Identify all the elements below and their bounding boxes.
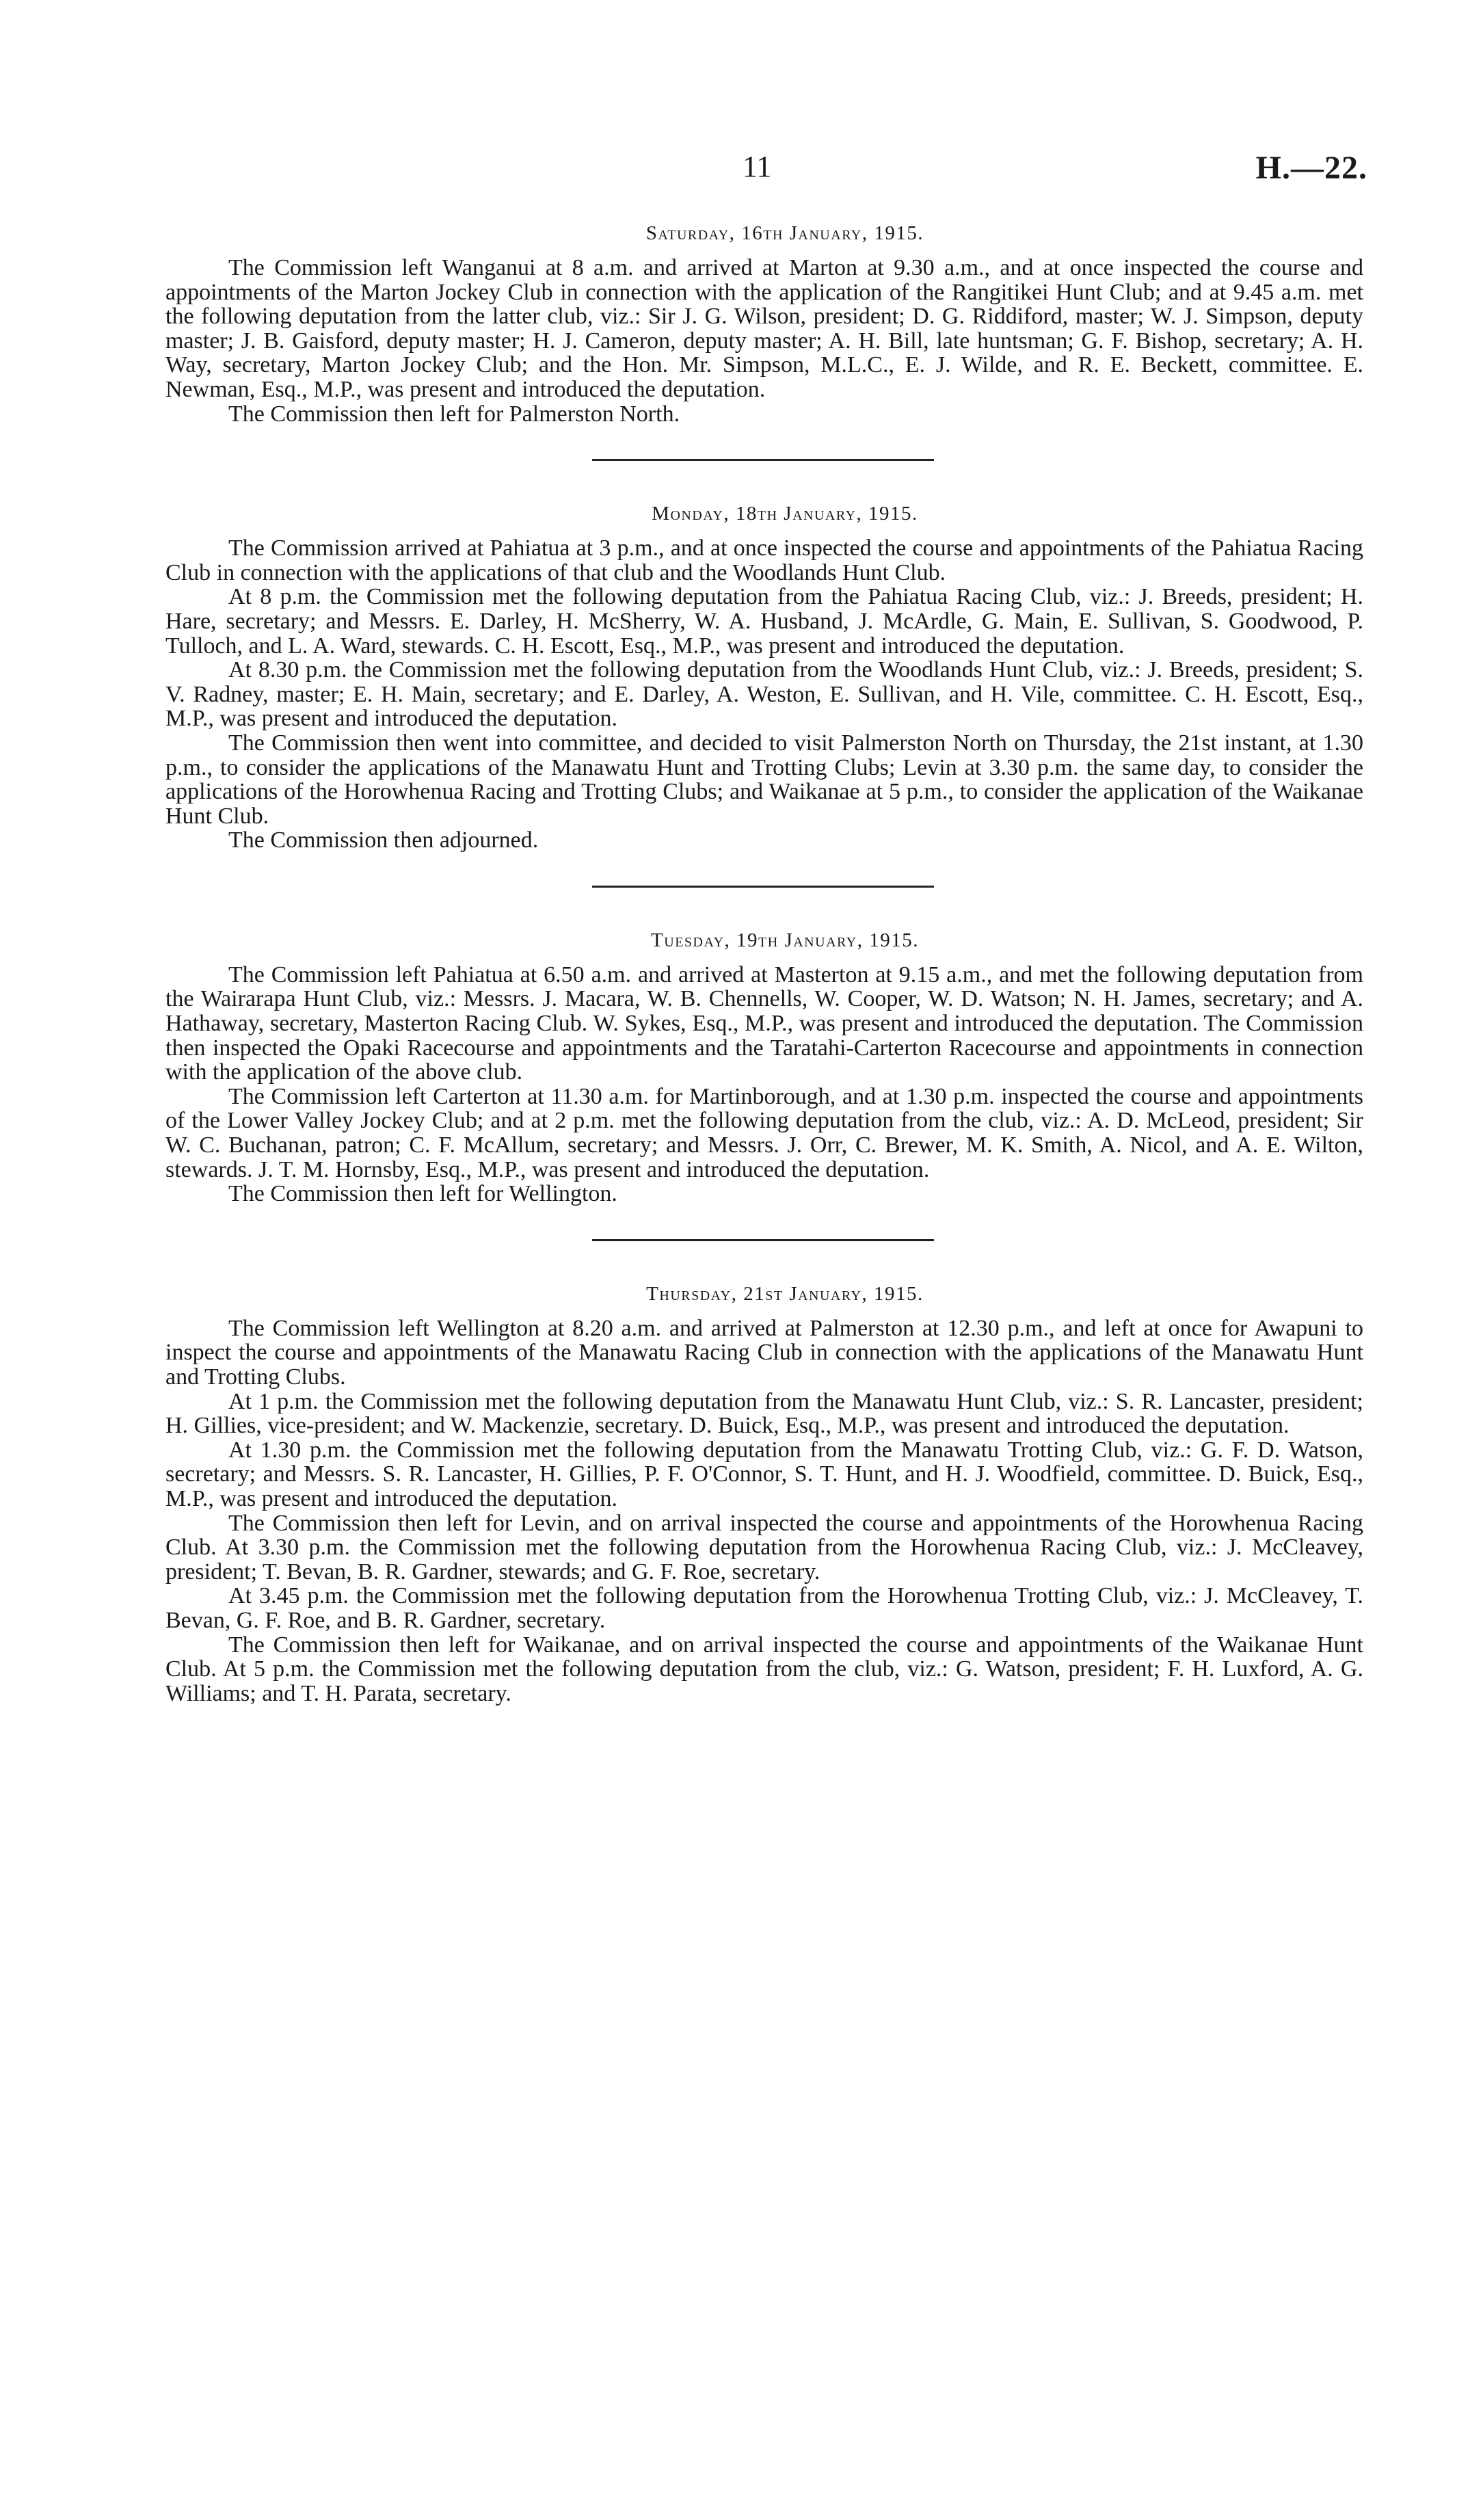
paragraph: At 1 p.m. the Commission met the following deputation from the Manawatu Hunt Club, viz.: S. R. Lancaster, president; H. Gillies, vice-president; and W. Mackenzie, secretary. D. Buick, Esq., M.P., was present and introduced the deputation. <box>165 1388 1363 1439</box>
section-heading: Saturday, 16th January, 1915. <box>645 222 924 244</box>
section-heading: Tuesday, 19th January, 1915. <box>651 929 919 951</box>
section-divider-wrap <box>165 1206 1363 1283</box>
entry-tuesday-19-january <box>165 929 1363 1206</box>
paragraph: At 3.45 p.m. the Commission met the following deputation from the Horowhenua Trotting Club, viz.: J. McCleavey, T. Bevan, G. F. Roe, and B. R. Gardner, secretary. <box>165 1583 1363 1633</box>
entry-thursday-21-january <box>165 1283 1363 1706</box>
paragraph: At 1.30 p.m. the Commission met the following deputation from the Manawatu Trotting Club, viz.: G. F. D. Watson, secretary; and Messrs. S. R. Lancaster, H. Gillies, P. F. O'Connor, S. T. Hunt, and H. J. Woodfield, committee. D. Buick, Esq., M.P., was present and introduced the deputation. <box>165 1437 1363 1511</box>
paragraph: The Commission then adjourned. <box>228 827 539 853</box>
page-header <box>0 149 1470 197</box>
entry-saturday-16-january <box>165 222 1363 426</box>
paragraph: The Commission left Wanganui at 8 a.m. and arrived at Marton at 9.30 a.m., and at once inspected the course and appointments of the Marton Jockey Club in connection with the application of the Rangitikei Hunt Club; and at 9.45 a.m. met the following deputation from the latter club, viz.: Sir J. G. Wilson, president; D. G. Riddiford, master; W. J. Simpson, deputy master; J. B. Gaisford, deputy master; H. J. Cameron, deputy master; A. H. Bill, late huntsman; G. F. Bishop, secretary; A. H. Way, secretary, Marton Jockey Club; and the Hon. Mr. Simpson, M.L.C., E. J. Wilde, and R. E. Beckett, committee. E. Newman, Esq., M.P., was present and introduced the deputation. <box>165 255 1363 402</box>
section-divider <box>592 886 934 888</box>
paragraph: The Commission left Pahiatua at 6.50 a.m. and arrived at Masterton at 9.15 a.m., and met the following deputation from the Wairarapa Hunt Club, viz.: Messrs. J. Macara, W. B. Chennells, W. Cooper, W. D. Watson; N. H. James, secretary; and A. Hathaway, secretary, Masterton Racing Club. W. Sykes, Esq., M.P., was present and introduced the deputation. The Commission then inspected the Opaki Racecourse and appointments and the Taratahi-Carterton Racecourse and appointments in connection with the application of the above club. <box>165 961 1363 1085</box>
section-heading: Monday, 18th January, 1915. <box>652 503 918 525</box>
document-body <box>165 222 1363 1706</box>
section-divider-wrap <box>165 426 1363 503</box>
paragraph: The Commission then left for Wellington. <box>228 1181 617 1207</box>
section-divider-wrap <box>165 853 1363 929</box>
paragraph: The Commission then left for Levin, and on arrival inspected the course and appointments of the Horowhenua Racing Club. At 3.30 p.m. the Commission met the following deputation from the Horowhenua Racing Club, viz.: J. McCleavey, president; T. Bevan, B. R. Gardner, stewards; and G. F. Roe, secretary. <box>165 1510 1363 1584</box>
paragraph: The Commission then went into committee, and decided to visit Palmerston North on Thursday, the 21st instant, at 1.30 p.m., to consider the applications of the Manawatu Hunt and Trotting Clubs; Levin at 3.30 p.m. the same day, to consider the applications of the Horowhenua Racing and Trotting Clubs; and Waikanae at 5 p.m., to consider the application of the Waikanae Hunt Club. <box>165 730 1363 829</box>
document-reference: H.—22. <box>1255 150 1367 186</box>
paragraph: The Commission arrived at Pahiatua at 3 p.m., and at once inspected the course and appointments of the Pahiatua Racing Club in connection with the applications of that club and the Woodlands Hunt Club. <box>165 535 1363 585</box>
paragraph: At 8 p.m. the Commission met the following deputation from the Pahiatua Racing Club, viz.: J. Breeds, president; H. Hare, secretary; and Messrs. E. Darley, H. McSherry, W. A. Husband, J. McArdle, G. Main, E. Sullivan, S. Goodwood, P. Tulloch, and L. A. Ward, stewards. C. H. Escott, Esq., M.P., was present and introduced the deputation. <box>165 584 1363 659</box>
section-divider <box>592 1239 934 1241</box>
paragraph: The Commission then left for Palmerston North. <box>228 401 680 427</box>
page-number: 11 <box>743 150 772 183</box>
section-divider <box>592 459 934 461</box>
paragraph: The Commission left Carterton at 11.30 a.m. for Martinborough, and at 1.30 p.m. inspected the course and appointments of the Lower Valley Jockey Club; and at 2 p.m. met the following deputation from the club, viz.: A. D. McLeod, president; Sir W. C. Buchanan, patron; C. F. McAllum, secretary; and Messrs. J. Orr, C. Brewer, M. K. Smith, A. Nicol, and A. E. Wilton, stewards. J. T. M. Hornsby, Esq., M.P., was present and introduced the deputation. <box>165 1083 1363 1182</box>
section-heading: Thursday, 21st January, 1915. <box>646 1282 924 1305</box>
entry-monday-18-january <box>165 503 1363 853</box>
paragraph: The Commission then left for Waikanae, and on arrival inspected the course and appointments of the Waikanae Hunt Club. At 5 p.m. the Commission met the following deputation from the club, viz.: G. Watson, president; F. H. Luxford, A. G. Williams; and T. H. Parata, secretary. <box>165 1632 1363 1706</box>
paragraph: At 8.30 p.m. the Commission met the following deputation from the Woodlands Hunt Club, viz.: J. Breeds, president; S. V. Radney, master; E. H. Main, secretary; and E. Darley, A. Weston, E. Sullivan, and H. Vile, committee. C. H. Escott, Esq., M.P., was present and introduced the deputation. <box>165 657 1363 732</box>
paragraph: The Commission left Wellington at 8.20 a.m. and arrived at Palmerston at 12.30 p.m., and left at once for Awapuni to inspect the course and appointments of the Manawatu Racing Club in connection with the applications of the Manawatu Hunt and Trotting Clubs. <box>165 1315 1363 1390</box>
